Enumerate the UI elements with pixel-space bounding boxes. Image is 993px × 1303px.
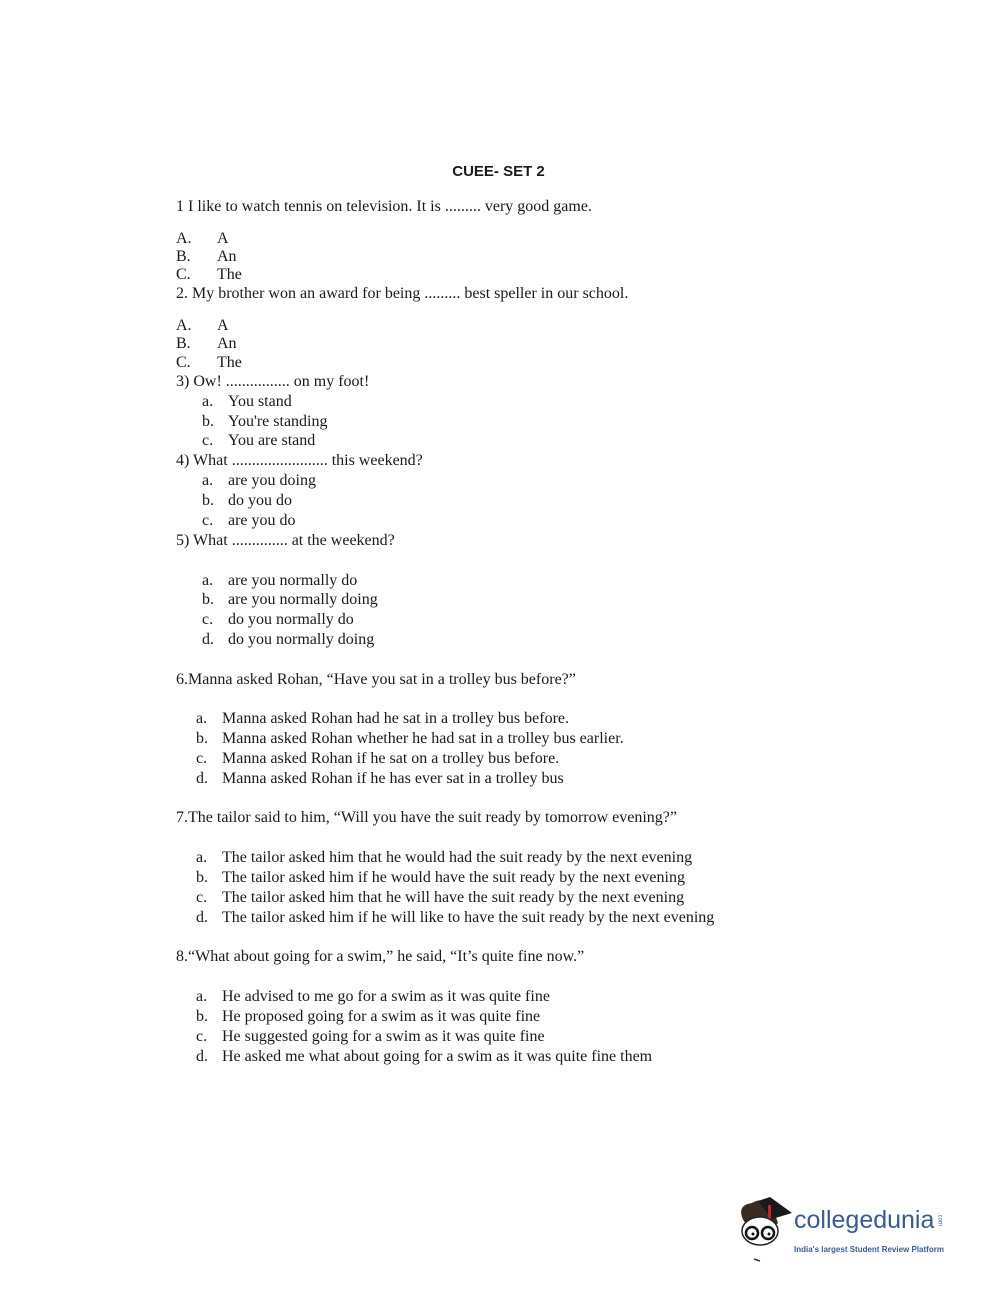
option-label: c.	[196, 889, 208, 906]
answer-option	[176, 265, 242, 285]
answer-option	[196, 908, 714, 928]
option-label: c.	[196, 750, 208, 767]
option-text: You're standing	[228, 413, 328, 430]
option-label: a.	[202, 572, 214, 589]
option-label: c.	[196, 1028, 208, 1045]
option-label: b.	[196, 730, 208, 747]
answer-option	[202, 431, 315, 451]
option-label: a.	[202, 393, 214, 410]
answer-option	[196, 749, 559, 769]
option-text: The	[217, 266, 242, 283]
answer-option	[196, 769, 564, 789]
option-text: An	[217, 335, 237, 352]
question-text: 3) Ow! ................ on my foot!	[176, 373, 370, 390]
option-text: He advised to me go for a swim as it was quite fine	[222, 988, 550, 1005]
logo-wordmark-row	[794, 1205, 942, 1235]
option-label: b.	[202, 413, 214, 430]
logo-suffix: .com	[936, 1213, 943, 1227]
option-text: Manna asked Rohan if he has ever sat in a trolley bus	[222, 770, 564, 787]
question-text: 8.“What about going for a swim,” he said, “It’s quite fine now.”	[176, 948, 585, 965]
option-text: The	[217, 354, 242, 371]
answer-option	[196, 1007, 540, 1027]
question-text: 6.Manna asked Rohan, “Have you sat in a trolley bus before?”	[176, 671, 576, 688]
option-text: A	[217, 317, 229, 334]
option-label: C.	[176, 354, 191, 371]
answer-option	[176, 247, 237, 267]
answer-option	[196, 868, 685, 888]
answer-option	[196, 888, 684, 908]
option-label: b.	[196, 869, 208, 886]
question-text: 5) What .............. at the weekend?	[176, 532, 395, 549]
option-text: are you doing	[228, 472, 316, 489]
answer-option	[202, 412, 327, 432]
answer-option	[202, 571, 357, 591]
option-text: The tailor asked him that he will have the suit ready by the next evening	[222, 889, 685, 906]
option-text: do you normally doing	[228, 631, 375, 648]
option-label: A.	[176, 230, 192, 247]
answer-option	[176, 316, 229, 336]
mascot-icon	[732, 1195, 794, 1270]
question-text: 1 I like to watch tennis on television. It is ......... very good game.	[176, 198, 592, 215]
option-text: An	[217, 248, 237, 265]
option-text: You stand	[228, 393, 292, 410]
option-text: He proposed going for a swim as it was quite fine	[222, 1008, 541, 1025]
answer-option	[202, 491, 292, 511]
option-text: Manna asked Rohan had he sat in a trolley bus before.	[222, 710, 570, 727]
option-label: a.	[202, 472, 214, 489]
option-label: b.	[202, 492, 214, 509]
question-text: 7.The tailor said to him, “Will you have the suit ready by tomorrow evening?”	[176, 809, 677, 826]
answer-option	[196, 848, 692, 868]
option-text: do you do	[228, 492, 292, 509]
option-text: are you normally do	[228, 572, 358, 589]
option-text: do you normally do	[228, 611, 354, 628]
option-label: b.	[202, 591, 214, 608]
answer-option	[196, 729, 624, 749]
option-text: are you do	[228, 512, 296, 529]
option-text: A	[217, 230, 229, 247]
option-label: d.	[196, 770, 208, 787]
answer-option	[202, 590, 378, 610]
answer-option	[196, 1027, 545, 1047]
answer-option	[202, 610, 354, 630]
option-text: You are stand	[228, 432, 316, 449]
option-label: c.	[202, 611, 214, 628]
collegedunia-logo	[732, 1195, 972, 1270]
answer-option	[202, 630, 374, 650]
logo-wordmark: collegedunia	[794, 1206, 935, 1234]
document-title: CUEE- SET 2	[452, 163, 545, 180]
option-label: B.	[176, 248, 191, 265]
option-label: a.	[196, 849, 208, 866]
option-label: B.	[176, 335, 191, 352]
answer-option	[176, 353, 242, 373]
question-text: 2. My brother won an award for being ......... best speller in our school.	[176, 285, 629, 302]
option-label: a.	[196, 710, 208, 727]
answer-option	[196, 709, 569, 729]
option-label: A.	[176, 317, 192, 334]
answer-option	[196, 1047, 652, 1067]
option-text: Manna asked Rohan if he sat on a trolley bus before.	[222, 750, 560, 767]
option-label: C.	[176, 266, 191, 283]
option-label: d.	[196, 909, 208, 926]
option-text: He asked me what about going for a swim as it was quite fine them	[222, 1048, 653, 1065]
answer-option	[202, 392, 292, 412]
option-text: The tailor asked him if he will like to have the suit ready by the next evening	[222, 909, 715, 926]
logo-tagline: India's largest Student Review Platform	[794, 1245, 944, 1254]
answer-option	[176, 334, 237, 354]
option-label: d.	[196, 1048, 208, 1065]
option-label: d.	[202, 631, 214, 648]
answer-option	[202, 471, 316, 491]
answer-option	[176, 229, 229, 249]
option-text: The tailor asked him that he would had the suit ready by the next evening	[222, 849, 693, 866]
option-label: c.	[202, 512, 214, 529]
option-text: He suggested going for a swim as it was quite fine	[222, 1028, 545, 1045]
option-text: The tailor asked him if he would have the suit ready by the next evening	[222, 869, 685, 886]
question-text: 4) What ........................ this weekend?	[176, 452, 423, 469]
option-label: a.	[196, 988, 208, 1005]
answer-option	[202, 511, 296, 531]
option-label: c.	[202, 432, 214, 449]
option-text: Manna asked Rohan whether he had sat in a trolley bus earlier.	[222, 730, 624, 747]
answer-option	[196, 987, 550, 1007]
option-label: b.	[196, 1008, 208, 1025]
option-text: are you normally doing	[228, 591, 378, 608]
